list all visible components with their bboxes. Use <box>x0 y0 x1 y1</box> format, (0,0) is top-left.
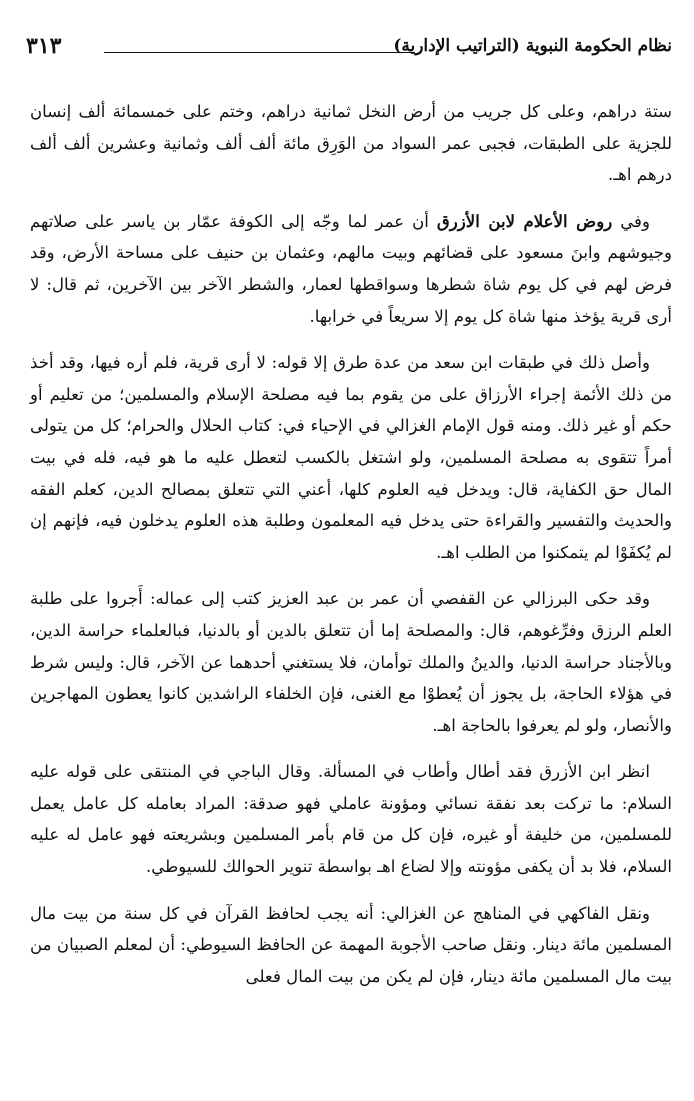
paragraph-4-text: وقد حكى البرزالي عن القفصي أن عمر بن عبد العزيز كتب إلى عماله: أَجروا على طلبة العلم الرزق وفرِّغوهم، قال: والمصلحة إما أن تتعلق بالدين أو بالدنيا، فبالعلماء حراسة الدين، وبالأجناد حراسة الدنيا، والدينُ والملك توأمان، فلا يستغني أحدهما عن الآخر، قال: وليس شرط في هؤلاء الحاجة، بل يجوز أن يُعطوْا مع الغنى، فإن الخلفاء الراشدين كانوا يعطون المهاجرين والأنصار، ولو لم يعرفوا بالحاجة اهـ. <box>30 589 672 735</box>
paragraph-2-lead: وفي <box>612 211 650 231</box>
paragraph-5-text: انظر ابن الأزرق فقد أطال وأطاب في المسألة. وقال الباجي في المنتقى على قوله عليه السلام: ما تركت بعد نفقة نسائي ومؤونة عاملي فهو صدقة: المراد بعامله كل عامل يعمل للمسلمين، من خليفة أو غيره، فإن كل من قام بأمر المسلمين وبشريعته فهو عامل له عليه السلام، فلا بد أن يكفى مؤونته وإلا لضاع اهـ بواسطة تنوير الحوالك للسيوطي. <box>30 762 672 877</box>
header-title: نظام الحكومة النبوية (التراتيب الإدارية) <box>393 36 672 56</box>
paragraph-1 <box>30 96 672 191</box>
header-rule <box>104 52 414 53</box>
paragraph-3-text: وأصل ذلك في طبقات ابن سعد من عدة طرق إلا قوله: لا أرى قرية، فلم أره فيها، وقد أخذ من ذلك الأئمة إجراء الأرزاق على من يقوم بما فيه مصلحة الإسلام والمسلمين؛ من تعليم أو حكم أو غير ذلك. ومنه قول الإمام الغزالي في الإحياء في: كتاب الحلال والحرام؛ كل من يتولى أمراً تتقوى به مصلحة المسلمين، ولو اشتغل بالكسب لتعطل عليه ما هو فيه، فله في بيت المال حق الكفاية، قال: ويدخل فيه العلوم كلها، أعني التي تتعلق بمصالح الدين، كعلم الفقه والحديث والتفسير والقراءة حتى يدخل فيه المعلمون وطلبة هذه العلوم يدخلون فيه، فإنهم إن لم يُكفَوْا لم يتمكنوا من الطلب اهـ. <box>30 353 672 562</box>
paragraph-4 <box>30 583 672 741</box>
paragraph-2 <box>30 206 672 332</box>
body-text <box>30 96 672 1007</box>
paragraph-5 <box>30 756 672 882</box>
paragraph-6-text: ونقل الفاكهي في المناهج عن الغزالي: أنه يجب لحافظ القرآن في كل سنة من بيت مال المسلمين مائة دينار. ونقل صاحب الأجوبة المهمة عن الحافظ السيوطي: أن لمعلم الصبيان من بيت مال المسلمين مائة دينار، فإن لم يكن من بيت المال فعلى <box>30 903 672 986</box>
book-title-rawd-al-alam: روض الأعلام لابن الأزرق <box>436 210 613 231</box>
paragraph-1-text: ستة دراهم، وعلى كل جريب من أرض النخل ثمانية دراهم، وختم على خمسمائة ألف إنسان للجزية على الطبقات، فجبى عمر السواد من الوَرِق مائة ألف ألف وثمانية وعشرين ألف ألف درهم اهـ. <box>30 102 672 185</box>
page-number: ٣١٣ <box>26 33 62 59</box>
running-header <box>26 33 672 67</box>
paragraph-2-text: أن عمر لما وجّه إلى الكوفة عمّار بن ياسر على صلاتهم وجيوشهم وابنَ مسعود على قضائهم وبيت مالهم، وعثمان بن حنيف على مساحة الأرض، وقد فرض لهم في كل يوم شاة شطرها وسواقطها لعمار، والشطر الآخر بين الآخرين، ثم قال: لا أرى قرية يؤخذ منها شاة كل يوم إلا سريعاً في خرابها. <box>30 211 672 326</box>
paragraph-3 <box>30 347 672 568</box>
paragraph-6 <box>30 898 672 993</box>
